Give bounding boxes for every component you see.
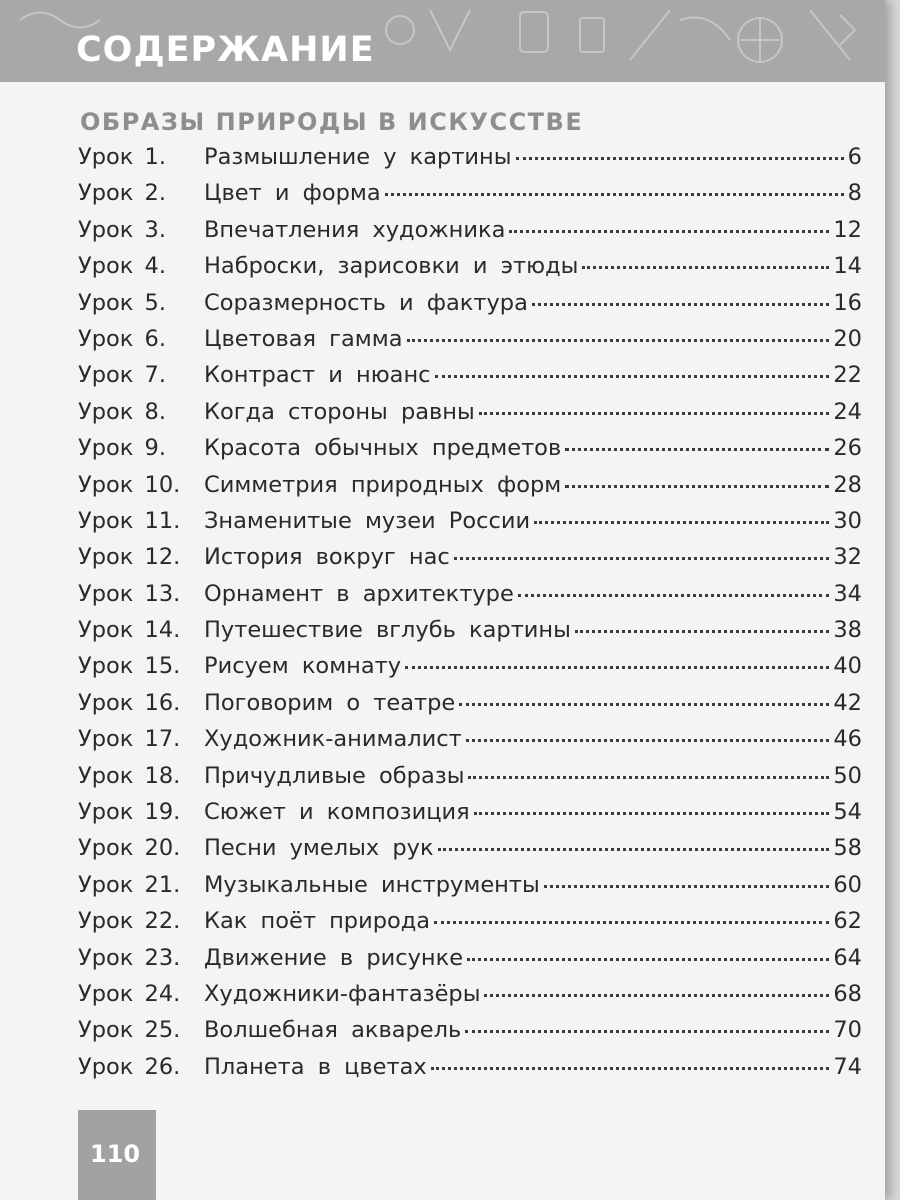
page-ref: 8	[847, 180, 862, 207]
lesson-title: Орнамент в архитектуре	[204, 580, 514, 607]
lesson-number: Урок 18.	[78, 762, 181, 789]
lesson-number: Урок 26.	[78, 1053, 181, 1080]
lesson-title: Сюжет и композиция	[204, 799, 470, 826]
lesson-title: Цвет и форма	[204, 180, 381, 207]
toc-row	[78, 981, 862, 1017]
toc-row	[78, 435, 862, 471]
toc-row	[78, 290, 862, 326]
toc-row	[78, 653, 862, 689]
toc-row	[78, 581, 862, 617]
lesson-number: Урок 1.	[78, 144, 166, 170]
toc-row	[78, 1054, 862, 1090]
dot-leader	[484, 994, 829, 997]
lesson-title: Планета в цветах	[204, 1053, 427, 1080]
lesson-title: Причудливые образы	[204, 762, 465, 789]
lesson-number: Урок 9.	[78, 435, 166, 462]
toc-row	[78, 180, 862, 216]
dot-leader	[405, 666, 829, 669]
lesson-number: Урок 10.	[78, 471, 181, 498]
toc-row	[78, 872, 862, 908]
header-band	[0, 0, 885, 82]
page-number: 110	[90, 1140, 141, 1168]
lesson-number: Урок 11.	[78, 507, 181, 534]
lesson-title: Знаменитые музеи России	[204, 507, 531, 534]
toc-row	[78, 835, 862, 871]
lesson-title: Музыкальные инструменты	[204, 871, 540, 898]
toc-row	[78, 362, 862, 398]
dot-leader	[454, 557, 830, 560]
dot-leader	[468, 776, 829, 779]
lesson-title: Песни умелых рук	[204, 835, 434, 862]
lesson-title: Соразмерность и фактура	[204, 289, 528, 316]
lesson-title: Размышление у картины	[204, 144, 512, 170]
lesson-title: Когда стороны равны	[204, 398, 475, 425]
lesson-number: Урок 19.	[78, 799, 181, 826]
lesson-title: Волшебная акварель	[204, 1017, 462, 1044]
lesson-number: Урок 3.	[78, 216, 166, 243]
dot-leader	[434, 921, 829, 924]
lesson-number: Урок 25.	[78, 1017, 181, 1044]
dot-leader	[544, 885, 830, 888]
toc-row	[78, 544, 862, 580]
dot-leader	[532, 303, 830, 306]
dot-leader	[431, 1067, 830, 1070]
dot-leader	[534, 521, 829, 524]
dot-leader	[474, 812, 830, 815]
toc-row	[78, 726, 862, 762]
dot-leader	[518, 594, 830, 597]
lesson-number: Урок 13.	[78, 580, 181, 607]
lesson-number: Урок 2.	[78, 180, 166, 207]
dot-leader	[435, 375, 830, 378]
lesson-number: Урок 5.	[78, 289, 166, 316]
page-ref: 64	[833, 944, 862, 971]
section-heading: ОБРАЗЫ ПРИРОДЫ В ИСКУССТВЕ	[80, 108, 584, 136]
toc-row	[78, 508, 862, 544]
lesson-number: Урок 23.	[78, 944, 181, 971]
lesson-title: Наброски, зарисовки и этюды	[204, 253, 579, 280]
page-ref: 68	[833, 980, 862, 1007]
dot-leader	[516, 157, 844, 160]
page-ref: 16	[833, 289, 862, 316]
dot-leader	[438, 848, 830, 851]
lesson-title: Движение в рисунке	[204, 944, 464, 971]
toc-row	[78, 763, 862, 799]
lesson-number: Урок 8.	[78, 398, 166, 425]
lesson-number: Урок 6.	[78, 325, 166, 352]
toc-row	[78, 217, 862, 253]
page-ref: 26	[833, 435, 862, 462]
lesson-title: Красота обычных предметов	[204, 435, 562, 462]
page-ref: 40	[833, 653, 862, 680]
dot-leader	[575, 630, 829, 633]
lesson-number: Урок 17.	[78, 726, 181, 753]
page-ref: 50	[833, 762, 862, 789]
page-ref: 42	[833, 689, 862, 716]
page-ref: 32	[833, 544, 862, 571]
dot-leader	[466, 739, 830, 742]
page-ref: 60	[833, 871, 862, 898]
lesson-title: Художник-анималист	[204, 726, 462, 753]
page-ref: 70	[833, 1017, 862, 1044]
page-ref: 62	[833, 908, 862, 935]
table-of-contents	[78, 144, 862, 1090]
toc-row	[78, 472, 862, 508]
lesson-number: Урок 22.	[78, 908, 181, 935]
lesson-number: Урок 4.	[78, 253, 166, 280]
toc-row	[78, 908, 862, 944]
lesson-title: Как поёт природа	[204, 908, 431, 935]
lesson-number: Урок 15.	[78, 653, 181, 680]
lesson-number: Урок 24.	[78, 980, 181, 1007]
toc-row	[78, 1017, 862, 1053]
lesson-title: Художники-фантазёры	[204, 980, 481, 1007]
page-ref: 20	[833, 325, 862, 352]
toc-row	[78, 326, 862, 362]
lesson-title: Впечатления художника	[204, 216, 506, 243]
page-title: СОДЕРЖАНИЕ	[76, 30, 375, 70]
page-ref: 54	[833, 799, 862, 826]
lesson-title: История вокруг нас	[204, 544, 450, 571]
page-ref: 30	[833, 507, 862, 534]
page-ref: 74	[833, 1053, 862, 1080]
toc-row	[78, 690, 862, 726]
toc-row	[78, 399, 862, 435]
lesson-title: Рисуем комнату	[204, 653, 402, 680]
dot-leader	[565, 485, 829, 488]
page-ref: 34	[833, 580, 862, 607]
page-ref: 58	[833, 835, 862, 862]
page-ref: 38	[833, 617, 862, 644]
toc-row	[78, 144, 862, 180]
lesson-title: Контраст и нюанс	[204, 362, 431, 389]
lesson-title: Симметрия природных форм	[204, 471, 562, 498]
page-ref: 14	[833, 253, 862, 280]
dot-leader	[465, 1030, 829, 1033]
dot-leader	[459, 703, 829, 706]
toc-row	[78, 253, 862, 289]
toc-row	[78, 945, 862, 981]
dot-leader	[582, 266, 829, 269]
lesson-number: Урок 12.	[78, 544, 181, 571]
lesson-number: Урок 20.	[78, 835, 181, 862]
dot-leader	[565, 448, 829, 451]
page-ref: 22	[833, 362, 862, 389]
toc-row	[78, 617, 862, 653]
dot-leader	[479, 412, 830, 415]
lesson-title: Поговорим о театре	[204, 689, 456, 716]
page-ref: 46	[833, 726, 862, 753]
lesson-title: Цветовая гамма	[204, 325, 403, 352]
page-ref: 12	[833, 216, 862, 243]
lesson-number: Урок 14.	[78, 617, 181, 644]
lesson-number: Урок 7.	[78, 362, 166, 389]
page-ref: 24	[833, 398, 862, 425]
page-ref: 28	[833, 471, 862, 498]
dot-leader	[407, 339, 830, 342]
dot-leader	[385, 193, 844, 196]
toc-row	[78, 799, 862, 835]
lesson-number: Урок 16.	[78, 689, 181, 716]
page-ref: 6	[847, 144, 862, 170]
dot-leader	[467, 958, 829, 961]
dot-leader	[509, 230, 829, 233]
lesson-title: Путешествие вглубь картины	[204, 617, 571, 644]
lesson-number: Урок 21.	[78, 871, 181, 898]
